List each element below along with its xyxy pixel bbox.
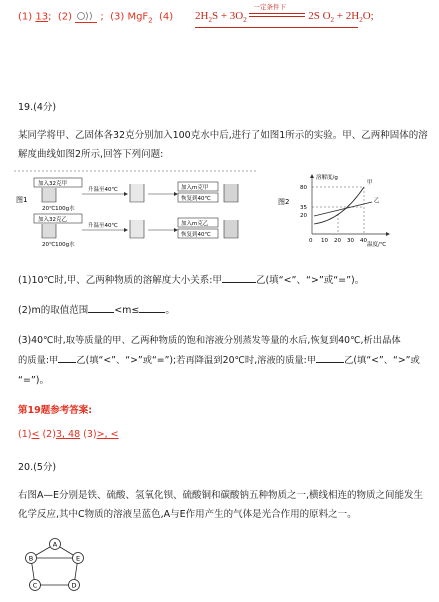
fig2-xlabel: 温度/℃ bbox=[367, 242, 387, 248]
q19-part-1-text-b: 乙(填“<”、“>”或“=”)。 bbox=[255, 275, 365, 286]
q19-part-1 bbox=[18, 272, 364, 286]
atom-diagram-image bbox=[75, 10, 97, 23]
question-20-title: 20.(5分) bbox=[18, 462, 57, 473]
fig1-heat-1: 升温至40℃ bbox=[88, 187, 118, 193]
node-b-label: B bbox=[28, 554, 34, 563]
answer-label-4: (4) bbox=[159, 11, 174, 23]
eq-arrow bbox=[249, 3, 305, 22]
q19-part-1-text-a: (1)10℃时,甲、乙两种物质的溶解度大小关系:甲 bbox=[18, 275, 222, 286]
ref-label-1: (1) bbox=[18, 429, 32, 440]
fig2-y35: 35 bbox=[300, 205, 307, 211]
fig1-water-1: 20℃100g水 bbox=[42, 206, 75, 212]
eq-term-1: 2H bbox=[195, 10, 209, 22]
q19-reference-answers bbox=[18, 429, 119, 440]
fig1-water-2: 20℃100g水 bbox=[42, 242, 75, 248]
ref-label-3: (3) bbox=[83, 429, 97, 440]
node-d bbox=[69, 580, 80, 591]
fig1-label: 图1 bbox=[16, 196, 28, 204]
question-19-stem: 某同学将甲、乙固体各32克分别加入100克水中后,进行了如图1所示的实验。甲、乙两种固体的溶解度曲线如图2所示,回答下列问题: bbox=[18, 130, 428, 160]
question-19-title: 19.(4分) bbox=[18, 102, 57, 113]
eq-end: ; bbox=[370, 10, 374, 22]
fig1-row-yi bbox=[34, 214, 238, 238]
ref-answer-2: 3, 48 bbox=[55, 429, 81, 440]
q19-part-3-blank-2[interactable] bbox=[316, 353, 344, 363]
fig1-restore-1: 恢复到40℃ bbox=[181, 196, 211, 202]
fig2-x30: 30 bbox=[347, 238, 354, 244]
fig1-heat-2: 升温至40℃ bbox=[88, 223, 118, 229]
eq-term-3: 2S O bbox=[308, 10, 331, 22]
fig1-add-m-jia: 加入m克甲 bbox=[181, 185, 209, 191]
fig1-add-jia: 加入32克甲 bbox=[38, 181, 67, 187]
answer-label-2: (2) bbox=[57, 11, 72, 23]
ref-answer-3: >, < bbox=[96, 429, 119, 440]
q19-part-2-blank-1[interactable] bbox=[88, 303, 114, 313]
q19-part-3-line-1: (3)40℃时,取等质量的甲、乙两种物质的饱和溶液分别蒸发等量的水后,恢复到40℃,析出晶体 bbox=[18, 335, 401, 346]
q19-part-3-text-b: 乙(填“<”、“>”或“=”);若再降温到20℃时,溶液的质量:甲 bbox=[76, 355, 317, 366]
ref-label-2: (2) bbox=[42, 429, 56, 440]
eq-term-4: + 2H bbox=[334, 10, 360, 22]
eq-sub-3: 2 bbox=[330, 16, 335, 25]
eq-term-5: O bbox=[362, 10, 371, 22]
q19-part-3-text-a: 的质量:甲 bbox=[18, 355, 59, 366]
fig2-x20: 20 bbox=[334, 238, 341, 244]
answer-value-1: 13 bbox=[35, 11, 49, 23]
answer-label-1: (1) bbox=[18, 11, 33, 23]
ref-answer-1: < bbox=[31, 429, 40, 440]
node-c bbox=[30, 580, 41, 591]
answer-sub-3: 2 bbox=[148, 16, 153, 25]
node-d-label: D bbox=[71, 581, 77, 590]
answer-sep-1: ; bbox=[48, 11, 52, 23]
fig2-solubility-chart bbox=[278, 173, 390, 248]
q19-part-1-blank[interactable] bbox=[222, 273, 256, 283]
q19-part-2-text-a: (2)m的取值范围 bbox=[18, 305, 89, 316]
eq-term-2: S + 3O bbox=[211, 10, 244, 22]
fig1-add-m-yi: 加入m克乙 bbox=[181, 221, 209, 227]
eq-sub-2: 2 bbox=[243, 16, 247, 25]
node-c-label: C bbox=[32, 581, 38, 590]
q20-reaction-diagram bbox=[20, 536, 90, 598]
fig2-x0: 0 bbox=[309, 238, 313, 244]
eq-sub-1: 2 bbox=[208, 16, 212, 25]
q19-reference-title: 第19题参考答案: bbox=[18, 405, 93, 416]
fig1-add-yi: 加入32克乙 bbox=[38, 217, 67, 223]
q19-part-3-blank-1[interactable] bbox=[58, 353, 76, 363]
fig2-label: 图2 bbox=[278, 198, 290, 206]
fig2-curve-jia-label: 甲 bbox=[367, 180, 373, 186]
eq-sub-4: 2 bbox=[359, 16, 363, 25]
node-e bbox=[73, 553, 84, 564]
fig2-y20: 20 bbox=[300, 213, 307, 219]
fig2-curve-yi-label: 乙 bbox=[374, 198, 380, 204]
fig2-x10: 10 bbox=[321, 238, 328, 244]
fig2-y80: 80 bbox=[300, 185, 307, 191]
answer-label-3: (3) MgF bbox=[110, 11, 149, 23]
q19-part-2-text-mid: <m≤ bbox=[114, 305, 140, 316]
top-answer-line: (1) 13; (2) ; (3) MgF$_2$ (4) bbox=[18, 11, 174, 25]
eq-condition: 一定条件下 bbox=[253, 3, 286, 12]
q19-part-3-text-c: 乙(填“<”、“>”或 bbox=[344, 355, 420, 366]
fig1-row-jia bbox=[34, 178, 238, 202]
q19-part-3-line-3: “=”)。 bbox=[18, 375, 50, 386]
equation-underline bbox=[195, 27, 358, 28]
q19-part-2 bbox=[18, 302, 175, 316]
node-a-label: A bbox=[52, 540, 58, 549]
fig2-x40: 40 bbox=[360, 238, 367, 244]
fig2-curve-yi bbox=[314, 202, 372, 216]
node-b bbox=[26, 553, 37, 564]
chemical-equation bbox=[195, 3, 374, 25]
atom-structure-icon bbox=[75, 10, 97, 22]
fig2-ylabel: 溶解度/g bbox=[316, 175, 338, 181]
question-20-stem: 右图A—E分别是铁、硫酸、氢氧化钡、硫酸铜和碳酸钠五种物质之一,横线相连的物质之间能发生化学反应,其中C物质的溶液呈蓝色,A与E作用产生的气体是光合作用的原料之一。 bbox=[18, 490, 424, 520]
fig1-restore-2: 恢复到40℃ bbox=[181, 232, 211, 238]
q19-part-2-blank-2[interactable] bbox=[139, 303, 165, 313]
figure-1-2 bbox=[12, 170, 432, 250]
node-a bbox=[50, 539, 61, 550]
q19-part-2-end: 。 bbox=[165, 305, 175, 316]
q19-part-3-line-2 bbox=[18, 352, 420, 366]
node-e-label: E bbox=[75, 554, 81, 563]
